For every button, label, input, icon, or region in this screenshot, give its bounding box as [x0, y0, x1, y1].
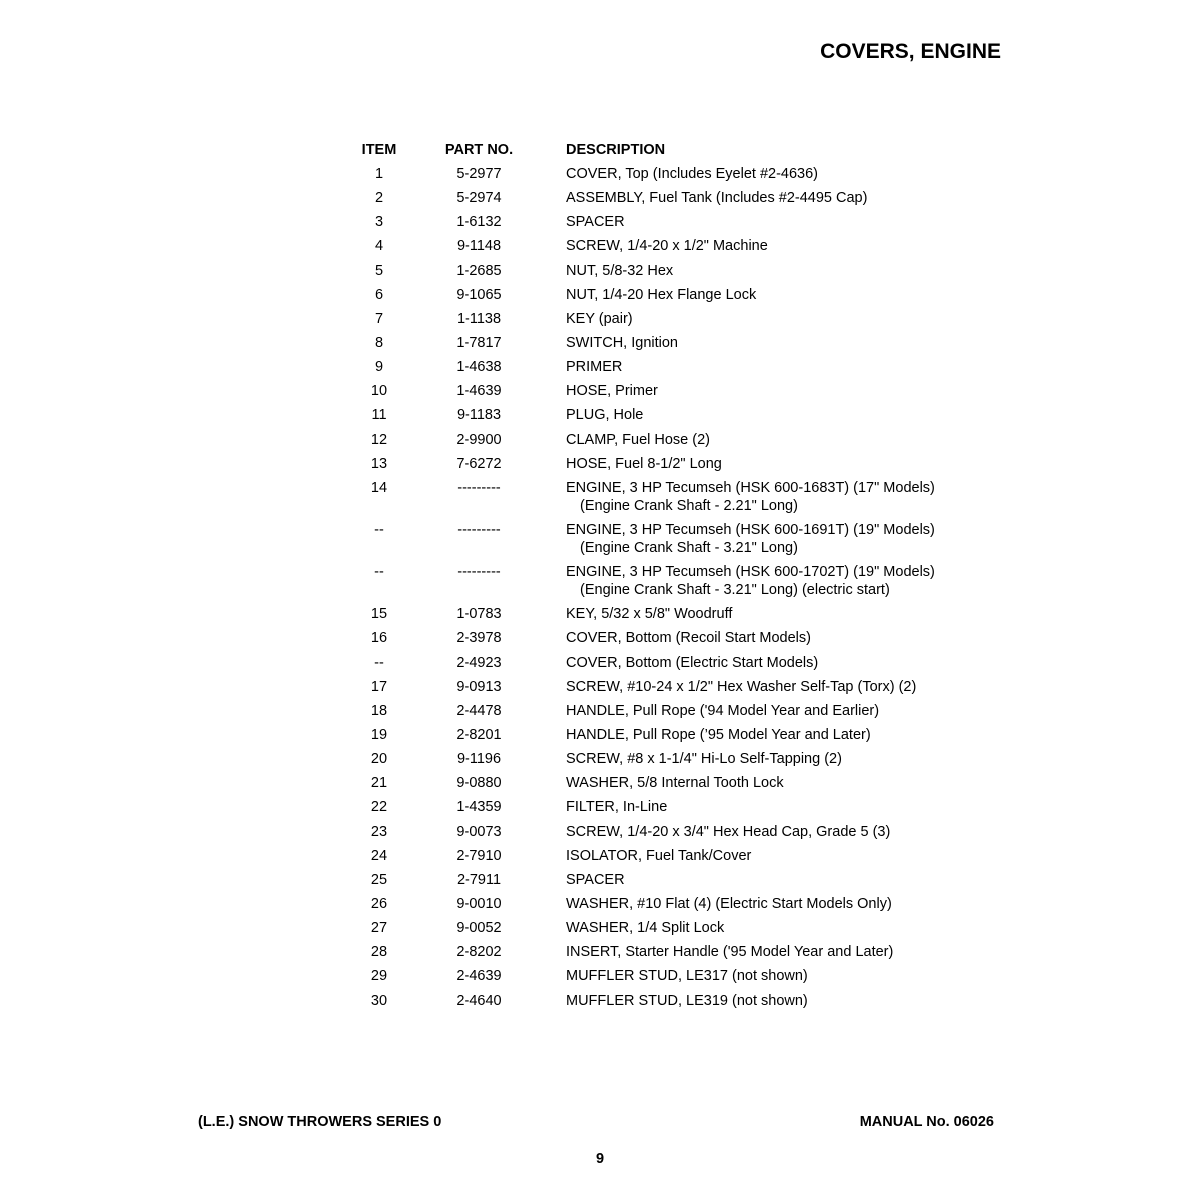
table-row — [340, 476, 1000, 518]
part-number: 2-7910 — [456, 847, 502, 864]
description-line: PRIMER — [566, 359, 623, 376]
footer-series: (L.E.) SNOW THROWERS SERIES 0 — [198, 1114, 442, 1130]
description-line: KEY (pair) — [566, 310, 633, 327]
item-number: 5 — [374, 262, 384, 279]
part-description — [540, 189, 1000, 207]
part-description — [540, 823, 1000, 841]
part-number: 1-1138 — [456, 310, 502, 327]
part-description — [540, 455, 1000, 473]
table-row — [340, 162, 1000, 186]
part-number: 1-4638 — [456, 359, 502, 376]
description-line: ASSEMBLY, Fuel Tank (Includes #2-4495 Cap) — [566, 190, 868, 207]
parts-table — [340, 140, 1000, 1013]
part-description — [540, 629, 1000, 647]
part-number: 1-2685 — [456, 262, 502, 279]
description-line: INSERT, Starter Handle ('95 Model Year and Later) — [566, 944, 894, 961]
item-number: 30 — [370, 992, 388, 1009]
table-row — [340, 210, 1000, 234]
description-line: WASHER, #10 Flat (4) (Electric Start Models Only) — [566, 895, 892, 912]
part-description — [540, 262, 1000, 280]
part-description — [540, 702, 1000, 720]
part-description — [540, 750, 1000, 768]
table-row — [340, 723, 1000, 747]
part-description — [540, 895, 1000, 913]
page-number: 9 — [595, 1151, 605, 1167]
part-number: 9-1148 — [456, 238, 502, 255]
item-number: 15 — [370, 606, 388, 623]
item-number: 21 — [370, 775, 388, 792]
item-number: 14 — [370, 479, 388, 496]
part-description — [540, 605, 1000, 623]
table-row — [340, 403, 1000, 427]
description-line: PLUG, Hole — [566, 407, 644, 424]
header-item: ITEM — [361, 142, 397, 158]
part-number: 9-0010 — [456, 895, 502, 912]
item-number: 23 — [370, 823, 388, 840]
table-row — [340, 651, 1000, 675]
part-description — [540, 382, 1000, 400]
table-row — [340, 428, 1000, 452]
item-number: 20 — [370, 751, 388, 768]
description-line: SPACER — [566, 871, 625, 888]
item-number: 24 — [370, 847, 388, 864]
item-number: 7 — [374, 310, 384, 327]
item-number: 19 — [370, 726, 388, 743]
table-row — [340, 771, 1000, 795]
table-header — [340, 140, 1000, 162]
part-number: --------- — [457, 521, 501, 538]
part-description — [540, 237, 1000, 255]
item-number: 3 — [374, 214, 384, 231]
description-line: HANDLE, Pull Rope (’95 Model Year and Later) — [566, 726, 871, 743]
item-number: 18 — [370, 702, 388, 719]
part-number: 9-0913 — [456, 678, 502, 695]
description-line: HOSE, Primer — [566, 383, 658, 400]
table-row — [340, 699, 1000, 723]
part-description — [540, 334, 1000, 352]
table-row — [340, 307, 1000, 331]
part-number: --------- — [457, 479, 501, 496]
description-line: NUT, 5/8-32 Hex — [566, 262, 674, 279]
table-row — [340, 820, 1000, 844]
part-description — [540, 431, 1000, 449]
part-description — [540, 358, 1000, 376]
item-number: 25 — [370, 871, 388, 888]
part-description — [540, 286, 1000, 304]
table-row — [340, 518, 1000, 560]
description-line: WASHER, 1/4 Split Lock — [566, 920, 725, 937]
part-number: 9-1065 — [456, 286, 502, 303]
part-description — [540, 479, 1000, 515]
table-row — [340, 964, 1000, 988]
item-number: 17 — [370, 678, 388, 695]
part-number: 2-8201 — [456, 726, 502, 743]
part-number: 2-9900 — [456, 431, 502, 448]
item-number: 13 — [370, 455, 388, 472]
item-number: 16 — [370, 630, 388, 647]
part-description — [540, 871, 1000, 889]
description-line: SWITCH, Ignition — [566, 334, 678, 351]
header-description: DESCRIPTION — [566, 142, 666, 158]
item-number: 8 — [374, 334, 384, 351]
part-description — [540, 213, 1000, 231]
description-line: MUFFLER STUD, LE317 (not shown) — [566, 968, 808, 985]
part-description — [540, 992, 1000, 1010]
part-description — [540, 847, 1000, 865]
part-number: 2-8202 — [456, 944, 502, 961]
part-description — [540, 563, 1000, 599]
part-description — [540, 943, 1000, 961]
description-line: FILTER, In-Line — [566, 799, 668, 816]
part-number: --------- — [457, 564, 501, 581]
item-number: 12 — [370, 431, 388, 448]
description-continuation: (Engine Crank Shaft - 3.21" Long) — [580, 539, 798, 556]
part-number: 1-4359 — [456, 799, 502, 816]
table-row — [340, 602, 1000, 626]
item-number: 26 — [370, 895, 388, 912]
part-description — [540, 919, 1000, 937]
item-number: 29 — [370, 968, 388, 985]
item-number: 4 — [374, 238, 384, 255]
description-line: ENGINE, 3 HP Tecumseh (HSK 600-1702T) (19" Models) — [566, 564, 935, 581]
description-line: ISOLATOR, Fuel Tank/Cover — [566, 847, 752, 864]
item-number: -- — [374, 521, 384, 538]
table-row — [340, 940, 1000, 964]
part-description — [540, 310, 1000, 328]
part-description — [540, 165, 1000, 183]
part-number: 9-0880 — [456, 775, 502, 792]
description-line: KEY, 5/32 x 5/8" Woodruff — [566, 606, 733, 623]
table-row — [340, 747, 1000, 771]
part-number: 9-0073 — [456, 823, 502, 840]
description-continuation: (Engine Crank Shaft - 2.21" Long) — [580, 497, 798, 514]
table-row — [340, 675, 1000, 699]
table-row — [340, 259, 1000, 283]
table-row — [340, 355, 1000, 379]
item-number: -- — [374, 654, 384, 671]
part-number: 5-2974 — [456, 190, 502, 207]
part-number: 9-1196 — [456, 751, 502, 768]
item-number: 6 — [374, 286, 384, 303]
part-number: 2-4639 — [456, 968, 502, 985]
page-title: COVERS, ENGINE — [820, 40, 1001, 63]
description-line: SPACER — [566, 214, 625, 231]
part-number: 2-4640 — [456, 992, 502, 1009]
description-line: WASHER, 5/8 Internal Tooth Lock — [566, 775, 784, 792]
part-number: 5-2977 — [456, 166, 502, 182]
table-row — [340, 844, 1000, 868]
part-number: 2-4923 — [456, 654, 502, 671]
table-row — [340, 892, 1000, 916]
part-description — [540, 774, 1000, 792]
item-number: 9 — [374, 359, 384, 376]
description-line: SCREW, #8 x 1-1/4" Hi-Lo Self-Tapping (2) — [566, 751, 842, 768]
description-line: COVER, Bottom (Electric Start Models) — [566, 654, 819, 671]
table-row — [340, 186, 1000, 210]
item-number: 10 — [370, 383, 388, 400]
item-number: 1 — [374, 166, 384, 182]
description-line: HOSE, Fuel 8-1/2" Long — [566, 455, 722, 472]
description-line: COVER, Top (Includes Eyelet #2-4636) — [566, 166, 819, 182]
table-body — [340, 162, 1000, 1013]
table-row — [340, 989, 1000, 1013]
part-description — [540, 798, 1000, 816]
description-line: SCREW, 1/4-20 x 1/2" Machine — [566, 238, 768, 255]
table-row — [340, 234, 1000, 258]
description-continuation: (Engine Crank Shaft - 3.21" Long) (electric start) — [580, 582, 890, 599]
part-description — [540, 967, 1000, 985]
description-line: COVER, Bottom (Recoil Start Models) — [566, 630, 811, 647]
part-number: 1-7817 — [456, 334, 502, 351]
part-number: 2-3978 — [456, 630, 502, 647]
item-number: -- — [374, 564, 384, 581]
table-row — [340, 379, 1000, 403]
item-number: 2 — [374, 190, 384, 207]
description-line: ENGINE, 3 HP Tecumseh (HSK 600-1691T) (19" Models) — [566, 521, 935, 538]
table-row — [340, 868, 1000, 892]
description-line: HANDLE, Pull Rope ('94 Model Year and Earlier) — [566, 702, 880, 719]
part-number: 2-7911 — [456, 871, 502, 888]
table-row — [340, 795, 1000, 819]
part-description — [540, 678, 1000, 696]
part-description — [540, 726, 1000, 744]
description-line: MUFFLER STUD, LE319 (not shown) — [566, 992, 808, 1009]
table-row — [340, 283, 1000, 307]
description-line: SCREW, 1/4-20 x 3/4" Hex Head Cap, Grade 5 (3) — [566, 823, 891, 840]
table-row — [340, 331, 1000, 355]
description-line: SCREW, #10-24 x 1/2" Hex Washer Self-Tap (Torx) (2) — [566, 678, 917, 695]
part-number: 2-4478 — [456, 702, 502, 719]
description-line: ENGINE, 3 HP Tecumseh (HSK 600-1683T) (17" Models) — [566, 479, 935, 496]
part-description — [540, 654, 1000, 672]
part-number: 1-0783 — [456, 606, 502, 623]
table-row — [340, 916, 1000, 940]
part-number: 1-4639 — [456, 383, 502, 400]
item-number: 22 — [370, 799, 388, 816]
part-number: 1-6132 — [456, 214, 502, 231]
table-row — [340, 626, 1000, 650]
item-number: 27 — [370, 920, 388, 937]
description-line: NUT, 1/4-20 Hex Flange Lock — [566, 286, 757, 303]
part-description — [540, 521, 1000, 557]
table-row — [340, 452, 1000, 476]
header-part-no: PART NO. — [444, 142, 514, 158]
table-row — [340, 560, 1000, 602]
part-number: 7-6272 — [456, 455, 502, 472]
part-number: 9-1183 — [456, 407, 502, 424]
item-number: 28 — [370, 944, 388, 961]
part-description — [540, 406, 1000, 424]
part-number: 9-0052 — [456, 920, 502, 937]
item-number: 11 — [371, 407, 387, 424]
description-line: CLAMP, Fuel Hose (2) — [566, 431, 710, 448]
footer-manual-number: MANUAL No. 06026 — [859, 1114, 994, 1130]
